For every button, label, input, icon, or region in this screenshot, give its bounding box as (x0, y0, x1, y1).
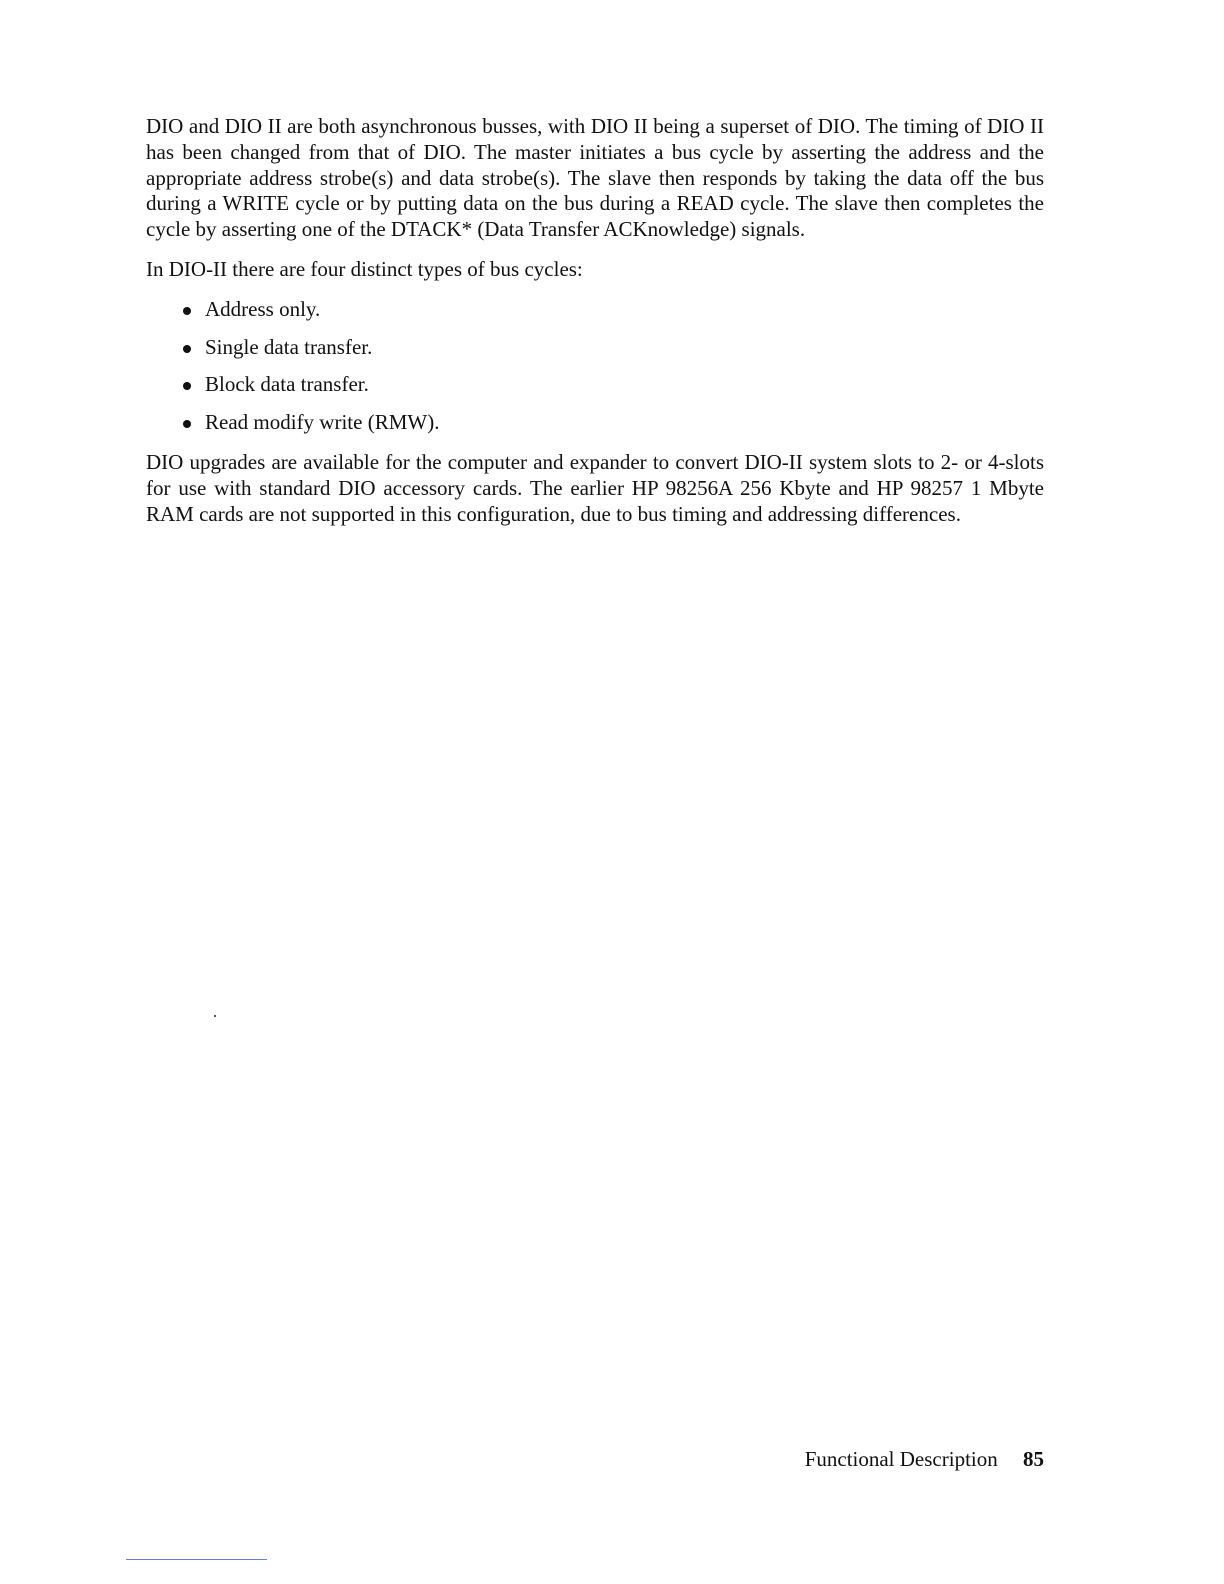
footer-section-title: Functional Description (804, 1447, 998, 1471)
page-number: 85 (1023, 1447, 1044, 1471)
paragraph-dio-timing: DIO and DIO II are both asynchronous busses, with DIO II being a superset of DIO. The timing of DIO II has been changed from that of DIO. The master initiates a bus cycle by asserting the address and the appropriate address strobe(s) and data strobe(s). The slave then responds by taking the data off the bus during a WRITE cycle or by putting data on the bus during a READ cycle. The slave then completes the cycle by asserting one of the DTACK* (Data Transfer ACKnowledge) signals. (146, 114, 1044, 242)
list-item-text: Block data transfer. (205, 372, 369, 397)
bullet-icon (183, 382, 191, 390)
body-text (146, 114, 1044, 541)
list-item-text: Address only. (205, 296, 321, 321)
page-footer (805, 1446, 1044, 1472)
paragraph-dio-upgrades: DIO upgrades are available for the computer and expander to convert DIO-II system slots to 2- or 4-slots for use with standard DIO accessory cards. The earlier HP 98256A 256 Kbyte and HP 98257 1 Mbyte RAM cards are not supported in this configuration, due to bus timing and addressing differences. (146, 449, 1044, 526)
scan-speck (214, 1015, 216, 1017)
bullet-icon (183, 420, 191, 428)
list-item (183, 372, 1044, 398)
list-item (183, 297, 1044, 323)
list-item (183, 410, 1044, 436)
list-item-text: Read modify write (RMW). (205, 410, 440, 435)
list-item (183, 335, 1044, 361)
bullet-icon (183, 307, 191, 315)
bus-cycle-list (146, 297, 1044, 436)
bullet-icon (183, 345, 191, 353)
paragraph-bus-cycles-intro: In DIO-II there are four distinct types of bus cycles: (146, 256, 583, 281)
list-item-text: Single data transfer. (205, 334, 373, 359)
bottom-rule (126, 1559, 267, 1560)
